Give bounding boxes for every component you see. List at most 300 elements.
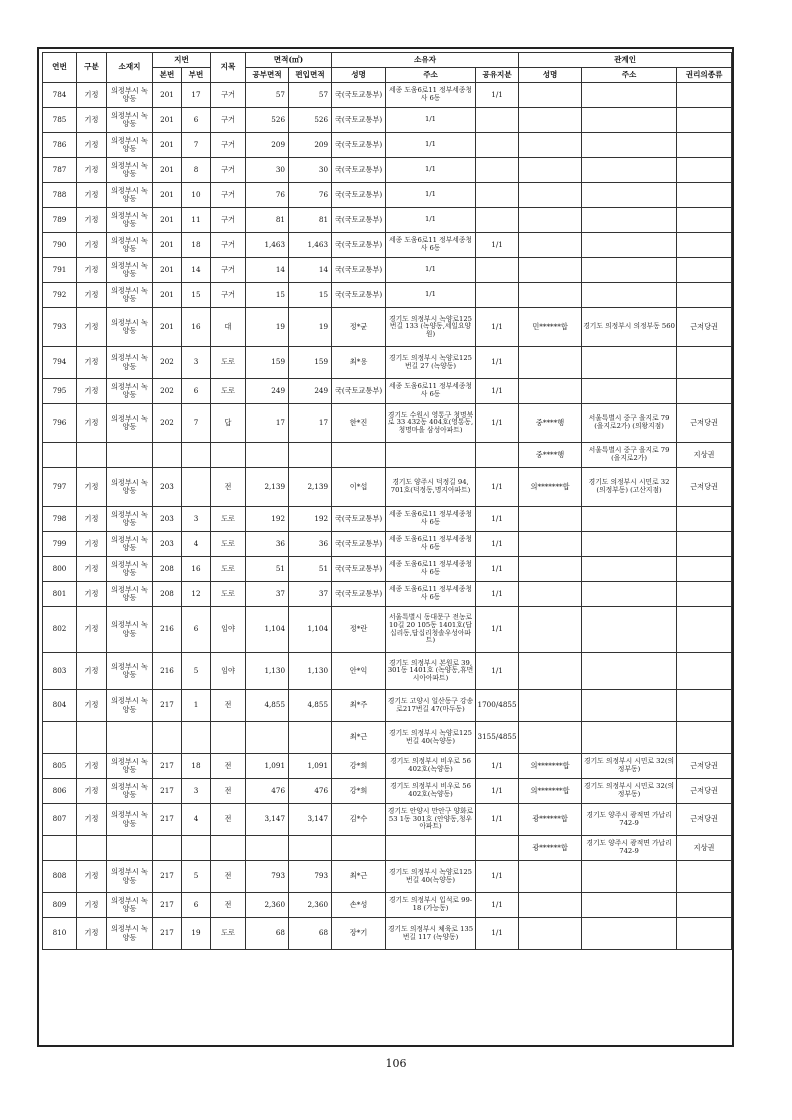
cell-location: 의정부시 녹양동	[107, 468, 153, 507]
cell-party-name: 광******합	[519, 836, 582, 861]
cell-serial: 796	[43, 404, 77, 443]
cell-land-type: 구거	[211, 158, 246, 183]
table-row	[43, 308, 732, 347]
cell-right-type	[677, 83, 732, 108]
cell-owner-name: 최*용	[332, 347, 386, 379]
cell-land-type: 전	[211, 468, 246, 507]
cell-sub-no: 6	[182, 108, 211, 133]
table-row	[43, 918, 732, 950]
cell-official-area	[246, 836, 289, 861]
cell-incorporated-area: 526	[289, 108, 332, 133]
cell-main-no: 217	[153, 893, 182, 918]
cell-share	[476, 133, 519, 158]
cell-share: 1/1	[476, 308, 519, 347]
cell-category: 기정	[77, 557, 107, 582]
cell-owner-address: 세종 도움6로11 정부세종청사 6동	[386, 379, 476, 404]
cell-owner-address	[386, 836, 476, 861]
cell-serial: 784	[43, 83, 77, 108]
cell-owner-name: 손*성	[332, 893, 386, 918]
cell-incorporated-area: 1,104	[289, 607, 332, 653]
cell-right-type	[677, 690, 732, 722]
cell-share	[476, 108, 519, 133]
cell-category: 기정	[77, 83, 107, 108]
cell-party-address: 경기도 양주시 광적면 가납리 742-9	[582, 836, 677, 861]
cell-serial	[43, 836, 77, 861]
cell-owner-name: 국(국토교통부)	[332, 108, 386, 133]
cell-right-type: 근저당권	[677, 754, 732, 779]
cell-owner-address: 세종 도움6로11 정부세종청사 6동	[386, 532, 476, 557]
cell-owner-address: 경기도 고양시 일산동구 강송로217번길 47(마두동)	[386, 690, 476, 722]
cell-party-name	[519, 379, 582, 404]
cell-official-area: 249	[246, 379, 289, 404]
cell-location: 의정부시 녹양동	[107, 804, 153, 836]
cell-incorporated-area: 30	[289, 158, 332, 183]
cell-location: 의정부시 녹양동	[107, 404, 153, 443]
cell-owner-name: 국(국토교통부)	[332, 379, 386, 404]
header-serial: 연번	[43, 53, 77, 83]
cell-party-address: 경기도 의정부시 의정부동 560	[582, 308, 677, 347]
cell-share: 1/1	[476, 507, 519, 532]
cell-serial: 793	[43, 308, 77, 347]
cell-land-type: 구거	[211, 83, 246, 108]
cell-owner-name: 정*균	[332, 308, 386, 347]
cell-share: 1/1	[476, 404, 519, 443]
cell-party-address	[582, 379, 677, 404]
cell-sub-no: 18	[182, 754, 211, 779]
header-party-name: 성명	[519, 68, 582, 83]
cell-official-area: 37	[246, 582, 289, 607]
table-row	[43, 133, 732, 158]
cell-official-area: 192	[246, 507, 289, 532]
cell-official-area: 3,147	[246, 804, 289, 836]
cell-right-type	[677, 233, 732, 258]
cell-owner-address: 1/1	[386, 158, 476, 183]
cell-party-name	[519, 283, 582, 308]
cell-main-no: 216	[153, 607, 182, 653]
table-row	[43, 233, 732, 258]
cell-land-type: 구거	[211, 208, 246, 233]
header-location: 소재지	[107, 53, 153, 83]
cell-owner-name: 정*란	[332, 607, 386, 653]
table-row	[43, 108, 732, 133]
cell-official-area: 30	[246, 158, 289, 183]
cell-land-type: 임야	[211, 607, 246, 653]
cell-party-address: 경기도 의정부시 시민로 32(의정부동)	[582, 779, 677, 804]
cell-category: 기정	[77, 233, 107, 258]
cell-main-no: 217	[153, 861, 182, 893]
cell-category: 기정	[77, 283, 107, 308]
cell-main-no: 201	[153, 133, 182, 158]
table-row	[43, 347, 732, 379]
cell-category: 기정	[77, 158, 107, 183]
cell-category: 기정	[77, 507, 107, 532]
cell-location: 의정부시 녹양동	[107, 83, 153, 108]
cell-main-no: 202	[153, 347, 182, 379]
cell-incorporated-area: 1,130	[289, 653, 332, 690]
cell-sub-no: 6	[182, 379, 211, 404]
cell-land-type: 도로	[211, 918, 246, 950]
cell-party-name	[519, 918, 582, 950]
cell-category: 기정	[77, 690, 107, 722]
cell-category: 기정	[77, 607, 107, 653]
cell-location	[107, 836, 153, 861]
cell-share: 1/1	[476, 893, 519, 918]
cell-incorporated-area: 1,091	[289, 754, 332, 779]
cell-incorporated-area: 3,147	[289, 804, 332, 836]
cell-owner-address: 경기도 양주시 덕정길 94, 701호(덕정동,명지아파트)	[386, 468, 476, 507]
cell-official-area: 51	[246, 557, 289, 582]
cell-main-no: 201	[153, 83, 182, 108]
cell-party-address	[582, 133, 677, 158]
cell-party-address	[582, 607, 677, 653]
cell-owner-name: 국(국토교통부)	[332, 83, 386, 108]
cell-right-type	[677, 133, 732, 158]
table-row	[43, 582, 732, 607]
cell-party-name	[519, 233, 582, 258]
cell-official-area: 1,091	[246, 754, 289, 779]
cell-owner-name	[332, 836, 386, 861]
cell-serial: 785	[43, 108, 77, 133]
cell-party-name	[519, 653, 582, 690]
cell-party-address	[582, 557, 677, 582]
cell-location: 의정부시 녹양동	[107, 347, 153, 379]
cell-party-name	[519, 582, 582, 607]
cell-right-type	[677, 208, 732, 233]
page-number: 106	[385, 1057, 407, 1070]
cell-main-no	[153, 443, 182, 468]
cell-land-type: 전	[211, 779, 246, 804]
cell-owner-name	[332, 443, 386, 468]
cell-sub-no: 16	[182, 308, 211, 347]
cell-owner-address: 경기도 의정부시 본원로 39, 301동 1401호 (녹양동,휴먼시아아파트)	[386, 653, 476, 690]
table-row	[43, 158, 732, 183]
cell-official-area: 526	[246, 108, 289, 133]
cell-right-type	[677, 653, 732, 690]
cell-land-type: 도로	[211, 532, 246, 557]
cell-sub-no: 3	[182, 507, 211, 532]
cell-serial: 800	[43, 557, 77, 582]
cell-main-no: 216	[153, 653, 182, 690]
cell-main-no	[153, 722, 182, 754]
cell-sub-no: 3	[182, 347, 211, 379]
cell-location: 의정부시 녹양동	[107, 607, 153, 653]
cell-official-area	[246, 722, 289, 754]
cell-sub-no: 16	[182, 557, 211, 582]
table-row	[43, 258, 732, 283]
cell-incorporated-area: 15	[289, 283, 332, 308]
cell-sub-no: 6	[182, 893, 211, 918]
table-row	[43, 468, 732, 507]
cell-main-no: 202	[153, 379, 182, 404]
cell-share	[476, 443, 519, 468]
cell-share: 1/1	[476, 468, 519, 507]
cell-right-type: 근저당권	[677, 779, 732, 804]
cell-party-name	[519, 557, 582, 582]
cell-sub-no: 7	[182, 133, 211, 158]
cell-main-no: 201	[153, 258, 182, 283]
cell-land-type: 전	[211, 861, 246, 893]
cell-owner-name: 국(국토교통부)	[332, 532, 386, 557]
cell-main-no: 201	[153, 233, 182, 258]
cell-location: 의정부시 녹양동	[107, 233, 153, 258]
cell-category	[77, 722, 107, 754]
cell-land-type: 구거	[211, 183, 246, 208]
cell-share	[476, 283, 519, 308]
cell-owner-name: 최*근	[332, 861, 386, 893]
cell-right-type	[677, 607, 732, 653]
cell-location: 의정부시 녹양동	[107, 133, 153, 158]
cell-serial: 790	[43, 233, 77, 258]
cell-party-address	[582, 233, 677, 258]
cell-party-address	[582, 258, 677, 283]
cell-incorporated-area: 793	[289, 861, 332, 893]
cell-category: 기정	[77, 308, 107, 347]
cell-sub-no: 12	[182, 582, 211, 607]
cell-party-name: 민******합	[519, 308, 582, 347]
cell-category: 기정	[77, 893, 107, 918]
cell-party-address	[582, 582, 677, 607]
cell-right-type	[677, 722, 732, 754]
cell-official-area: 19	[246, 308, 289, 347]
cell-right-type: 지상권	[677, 443, 732, 468]
cell-serial: 803	[43, 653, 77, 690]
cell-party-address	[582, 183, 677, 208]
table-header	[43, 53, 732, 83]
cell-share: 1/1	[476, 653, 519, 690]
cell-party-name	[519, 532, 582, 557]
cell-owner-address: 경기도 의정부시 녹양로125번길 133 (녹양동,세일요양원)	[386, 308, 476, 347]
table-row	[43, 507, 732, 532]
cell-incorporated-area: 2,139	[289, 468, 332, 507]
cell-right-type: 근저당권	[677, 468, 732, 507]
cell-party-name: 의*******합	[519, 779, 582, 804]
cell-party-name	[519, 722, 582, 754]
cell-location: 의정부시 녹양동	[107, 158, 153, 183]
cell-location: 의정부시 녹양동	[107, 653, 153, 690]
cell-party-name	[519, 208, 582, 233]
cell-incorporated-area: 76	[289, 183, 332, 208]
cell-serial: 797	[43, 468, 77, 507]
cell-party-address	[582, 653, 677, 690]
cell-share	[476, 183, 519, 208]
cell-owner-address	[386, 443, 476, 468]
cell-party-name	[519, 347, 582, 379]
cell-incorporated-area: 17	[289, 404, 332, 443]
header-lot: 지번	[153, 53, 211, 68]
cell-sub-no: 4	[182, 532, 211, 557]
header-land-type: 지목	[211, 53, 246, 83]
cell-category	[77, 443, 107, 468]
header-area: 면적(㎡)	[246, 53, 332, 68]
table-row	[43, 404, 732, 443]
cell-incorporated-area: 476	[289, 779, 332, 804]
cell-owner-name: 국(국토교통부)	[332, 507, 386, 532]
cell-land-type: 구거	[211, 133, 246, 158]
cell-right-type: 근저당권	[677, 404, 732, 443]
cell-party-address: 경기도 양주시 광적면 가납리 742-9	[582, 804, 677, 836]
cell-share: 1/1	[476, 557, 519, 582]
table-row	[43, 754, 732, 779]
cell-sub-no: 3	[182, 779, 211, 804]
land-register-table	[42, 52, 732, 950]
cell-main-no: 217	[153, 918, 182, 950]
cell-category: 기정	[77, 379, 107, 404]
cell-sub-no	[182, 443, 211, 468]
cell-category: 기정	[77, 468, 107, 507]
cell-share	[476, 258, 519, 283]
cell-serial: 801	[43, 582, 77, 607]
cell-owner-name: 강*희	[332, 779, 386, 804]
cell-party-name	[519, 507, 582, 532]
cell-category: 기정	[77, 582, 107, 607]
cell-location: 의정부시 녹양동	[107, 183, 153, 208]
cell-incorporated-area: 4,855	[289, 690, 332, 722]
cell-party-address	[582, 83, 677, 108]
cell-share: 1/1	[476, 754, 519, 779]
cell-serial: 798	[43, 507, 77, 532]
cell-serial	[43, 722, 77, 754]
cell-official-area: 476	[246, 779, 289, 804]
cell-right-type	[677, 183, 732, 208]
cell-sub-no: 4	[182, 804, 211, 836]
table-row	[43, 83, 732, 108]
cell-official-area: 17	[246, 404, 289, 443]
cell-owner-address: 세종 도움6로11 정부세종청사 6동	[386, 233, 476, 258]
cell-owner-address: 경기도 의정부시 비우로 56 402호(녹양동)	[386, 754, 476, 779]
cell-location: 의정부시 녹양동	[107, 108, 153, 133]
cell-sub-no: 5	[182, 653, 211, 690]
cell-share: 1/1	[476, 779, 519, 804]
cell-owner-address: 경기도 의정부시 입석로 99-18 (가능동)	[386, 893, 476, 918]
cell-share: 1/1	[476, 379, 519, 404]
cell-party-name	[519, 258, 582, 283]
cell-party-name: 중****행	[519, 443, 582, 468]
cell-party-name: 의*******합	[519, 468, 582, 507]
cell-sub-no: 14	[182, 258, 211, 283]
cell-party-name: 의*******합	[519, 754, 582, 779]
cell-official-area: 36	[246, 532, 289, 557]
table-row	[43, 861, 732, 893]
cell-right-type	[677, 893, 732, 918]
cell-serial: 802	[43, 607, 77, 653]
cell-share: 1/1	[476, 804, 519, 836]
table-row	[43, 208, 732, 233]
cell-serial: 804	[43, 690, 77, 722]
cell-land-type: 구거	[211, 108, 246, 133]
cell-incorporated-area: 68	[289, 918, 332, 950]
cell-incorporated-area: 14	[289, 258, 332, 283]
cell-right-type	[677, 379, 732, 404]
cell-incorporated-area: 51	[289, 557, 332, 582]
cell-owner-address: 1/1	[386, 133, 476, 158]
cell-right-type	[677, 918, 732, 950]
cell-serial: 806	[43, 779, 77, 804]
header-main-no: 본번	[153, 68, 182, 83]
cell-party-address	[582, 108, 677, 133]
header-owner: 소유자	[332, 53, 519, 68]
cell-owner-address: 1/1	[386, 108, 476, 133]
table-row	[43, 379, 732, 404]
cell-party-address: 경기도 의정부시 시민로 32(의정부동)	[582, 754, 677, 779]
cell-official-area: 14	[246, 258, 289, 283]
cell-location: 의정부시 녹양동	[107, 690, 153, 722]
cell-official-area: 81	[246, 208, 289, 233]
cell-party-name	[519, 133, 582, 158]
cell-party-address	[582, 690, 677, 722]
cell-share: 1700/4855	[476, 690, 519, 722]
cell-main-no: 201	[153, 283, 182, 308]
cell-main-no: 217	[153, 804, 182, 836]
cell-owner-address: 경기도 의정부시 녹양로125번길 40(녹양동)	[386, 722, 476, 754]
cell-party-address	[582, 208, 677, 233]
cell-main-no: 208	[153, 582, 182, 607]
cell-main-no: 202	[153, 404, 182, 443]
cell-location	[107, 722, 153, 754]
cell-owner-name: 장*기	[332, 918, 386, 950]
cell-serial: 805	[43, 754, 77, 779]
table-row	[43, 532, 732, 557]
cell-incorporated-area	[289, 722, 332, 754]
cell-serial: 789	[43, 208, 77, 233]
cell-sub-no	[182, 836, 211, 861]
cell-owner-address: 경기도 수원시 영통구 청명북로 33 432동 404호(영통동,청명마을 삼성아파트)	[386, 404, 476, 443]
cell-main-no: 203	[153, 532, 182, 557]
cell-party-address: 경기도 의정부시 시민로 32 (의정부동) (고산지점)	[582, 468, 677, 507]
cell-share: 1/1	[476, 83, 519, 108]
cell-serial: 787	[43, 158, 77, 183]
cell-official-area: 68	[246, 918, 289, 950]
cell-share	[476, 836, 519, 861]
cell-party-name	[519, 607, 582, 653]
cell-category: 기정	[77, 258, 107, 283]
cell-category: 기정	[77, 754, 107, 779]
cell-incorporated-area: 159	[289, 347, 332, 379]
cell-party-address: 서울특별시 중구 을지로 79 (을지로2가)	[582, 443, 677, 468]
table-row	[43, 804, 732, 836]
cell-right-type	[677, 582, 732, 607]
cell-land-type	[211, 836, 246, 861]
header-incorporated-area: 편입면적	[289, 68, 332, 83]
cell-right-type	[677, 283, 732, 308]
table-body	[43, 83, 732, 950]
cell-sub-no: 8	[182, 158, 211, 183]
cell-category: 기정	[77, 347, 107, 379]
cell-sub-no: 10	[182, 183, 211, 208]
cell-party-name	[519, 158, 582, 183]
cell-incorporated-area: 209	[289, 133, 332, 158]
cell-main-no: 201	[153, 308, 182, 347]
cell-main-no: 217	[153, 754, 182, 779]
cell-sub-no: 19	[182, 918, 211, 950]
cell-incorporated-area: 37	[289, 582, 332, 607]
cell-owner-address: 경기도 안양시 만안구 양화로 53 1동 301호 (안양동,청우아파트)	[386, 804, 476, 836]
cell-location: 의정부시 녹양동	[107, 893, 153, 918]
cell-sub-no	[182, 468, 211, 507]
cell-owner-name: 국(국토교통부)	[332, 233, 386, 258]
cell-official-area: 1,463	[246, 233, 289, 258]
cell-owner-name: 이*섭	[332, 468, 386, 507]
cell-sub-no: 7	[182, 404, 211, 443]
cell-party-address	[582, 347, 677, 379]
cell-sub-no	[182, 722, 211, 754]
table-row	[43, 690, 732, 722]
cell-main-no: 201	[153, 183, 182, 208]
cell-owner-address: 경기도 의정부시 녹양로125번길 40(녹양동)	[386, 861, 476, 893]
cell-official-area: 1,130	[246, 653, 289, 690]
cell-owner-name: 국(국토교통부)	[332, 258, 386, 283]
cell-sub-no: 5	[182, 861, 211, 893]
cell-party-address	[582, 158, 677, 183]
